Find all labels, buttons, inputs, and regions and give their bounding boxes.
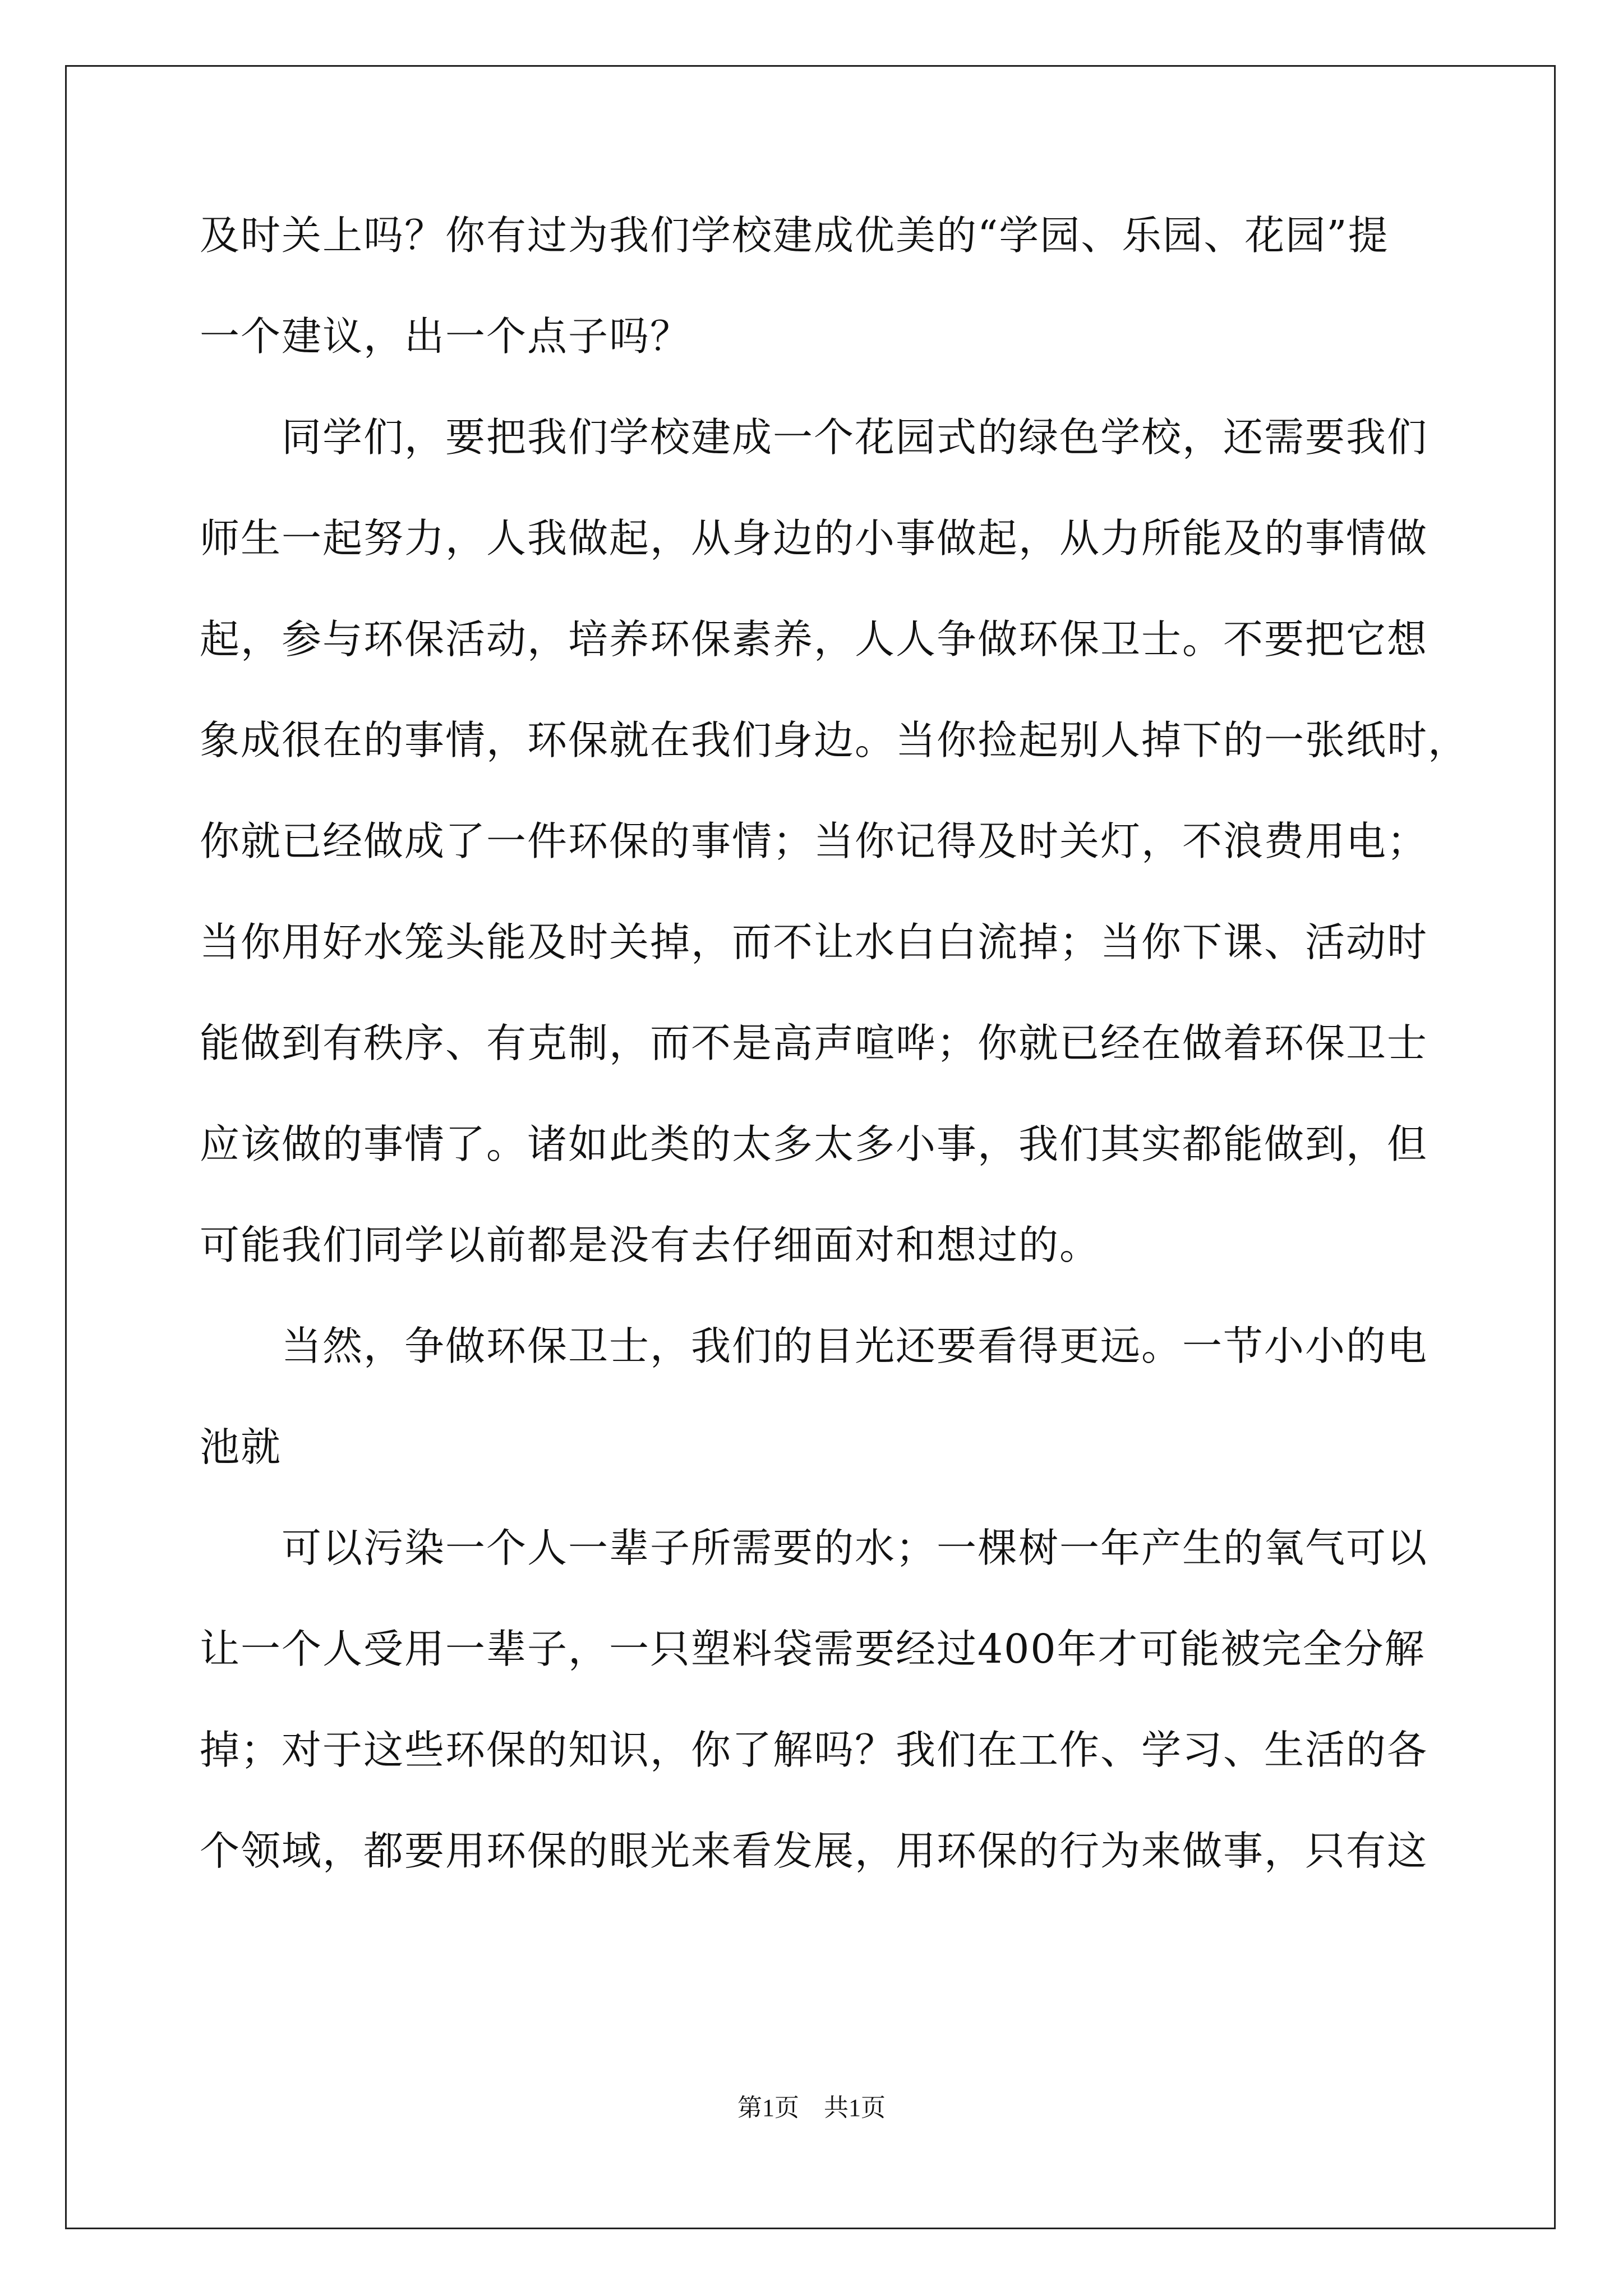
- text-line: 一个建议，出一个点子吗？: [200, 313, 691, 360]
- text-line: 你就已经做成了一件环保的事情；当你记得及时关灯，不浪费用电；: [200, 818, 1428, 864]
- text-line: 应该做的事情了。诸如此类的太多太多小事，我们其实都能做到，但: [200, 1121, 1428, 1167]
- text-line: 象成很在的事情，环保就在我们身边。当你捡起别人掉下的一张纸时，: [200, 717, 1469, 763]
- paragraph-start-line: 当然，争做环保卫士，我们的目光还要看得更远。一节小小的电: [282, 1323, 1428, 1369]
- text-line: 当你用好水笼头能及时关掉，而不让水白白流掉；当你下课、活动时: [200, 919, 1428, 965]
- paragraph-start-line: 同学们，要把我们学校建成一个花园式的绿色学校，还需要我们: [282, 414, 1428, 461]
- text-line: 及时关上吗？你有过为我们学校建成优美的“学园、乐园、花园”提: [200, 212, 1389, 259]
- text-line: 让一个人受用一辈子，一只塑料袋需要经过400年才可能被完全分解: [200, 1626, 1426, 1672]
- paragraph-start-line: 可以污染一个人一辈子所需要的水；一棵树一年产生的氧气可以: [282, 1525, 1428, 1571]
- text-line: 可能我们同学以前都是没有去仔细面对和想过的。: [200, 1222, 1101, 1268]
- text-line: 池就: [200, 1424, 282, 1470]
- page-number-footer: 第1页 共1页: [737, 2094, 886, 2122]
- text-line: 掉；对于这些环保的知识，你了解吗？我们在工作、学习、生活的各: [200, 1727, 1428, 1773]
- text-line: 能做到有秩序、有克制，而不是高声喧哗；你就已经在做着环保卫士: [200, 1020, 1428, 1066]
- text-line: 起，参与环保活动，培养环保素养，人人争做环保卫士。不要把它想: [200, 616, 1428, 662]
- text-line: 师生一起努力，人我做起，从身边的小事做起，从力所能及的事情做: [200, 515, 1428, 562]
- text-line: 个领域，都要用环保的眼光来看发展，用环保的行为来做事，只有这: [200, 1828, 1428, 1874]
